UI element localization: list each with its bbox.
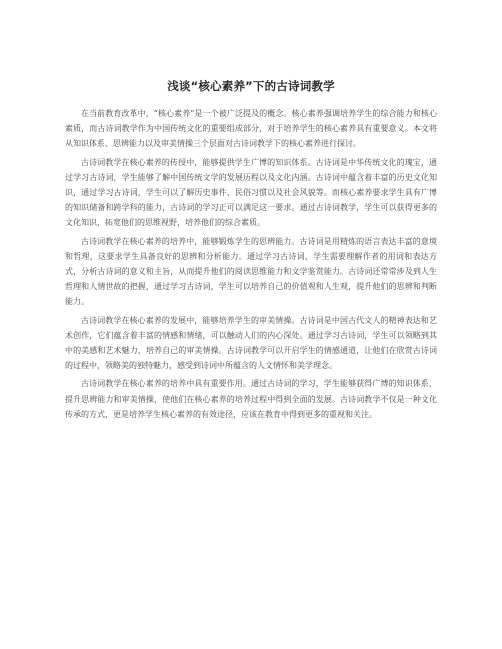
document-title: 浅谈“核心素养”下的古诗词教学 [167,79,335,93]
paragraph-aesthetics: 古诗词教学在核心素养的发展中，能够培养学生的审美情操。古诗词是中国古代文人的精神表达和艺术创作，它们蕴含着丰富的情感和情绪，可以触动人们的内心深处。通过学习古诗词，学生可以领略到其中的美感和艺术魅力，培养自己的审美情操。古诗词教学可以开启学生的情感通道，让他们在欣赏古诗词的过程中，领略美的独特魅力，感受到诗词中所蕴含的人文情怀和美学理念。 [65,315,437,371]
paragraph-thinking: 古诗词教学在核心素养的培养中，能够锻炼学生的思辨能力。古诗词是用精炼的语言表达丰富的意境和哲理，这要求学生具备良好的思辨和分析能力。通过学习古诗词，学生需要理解作者的用词和表达方式，分析古诗词的意义和主旨，从而提升他们的阅读思维能力和文学鉴赏能力。古诗词还常常涉及到人生哲理和人情世故的把握，通过学习古诗词，学生可以培养自己的价值观和人生观，提升他们的思辨和判断能力。 [65,236,437,307]
paragraph-knowledge: 古诗词教学在核心素养的传授中，能够提供学生广博的知识体系。古诗词是中华传统文化的瑰宝，通过学习古诗词，学生能够了解中国传统文学的发展历程以及文化内涵。古诗词中蕴含着丰富的历史文化知识，通过学习古诗词，学生可以了解历史事件、民俗习惯以及社会风貌等。而核心素养要求学生具有广博的知识储备和跨学科的能力，古诗词的学习正可以满足这一要求。通过古诗词教学，学生可以获得更多的文化知识，拓宽他们的思维视野，培养他们的综合素质。 [65,157,437,228]
paragraph-conclusion: 古诗词教学在核心素养的培养中具有重要作用。通过古诗词的学习，学生能够获得广博的知识体系，提升思辨能力和审美情操，使他们在核心素养的培养过程中得到全面的发展。古诗词教学不仅是一种文化传承的方式，更是培养学生核心素养的有效途径，应该在教育中得到更多的重视和关注。 [65,379,437,419]
paragraph-intro: 在当前教育改革中，“核心素养”是一个被广泛提及的概念。核心素养强调培养学生的综合能力和核心素质，而古诗词教学作为中国传统文化的重要组成部分，对于培养学生的核心素养具有重要意义。本文将从知识体系、思辨能力以及审美情操三个层面对古诗词教学下的核心素养进行探讨。 [65,109,437,149]
